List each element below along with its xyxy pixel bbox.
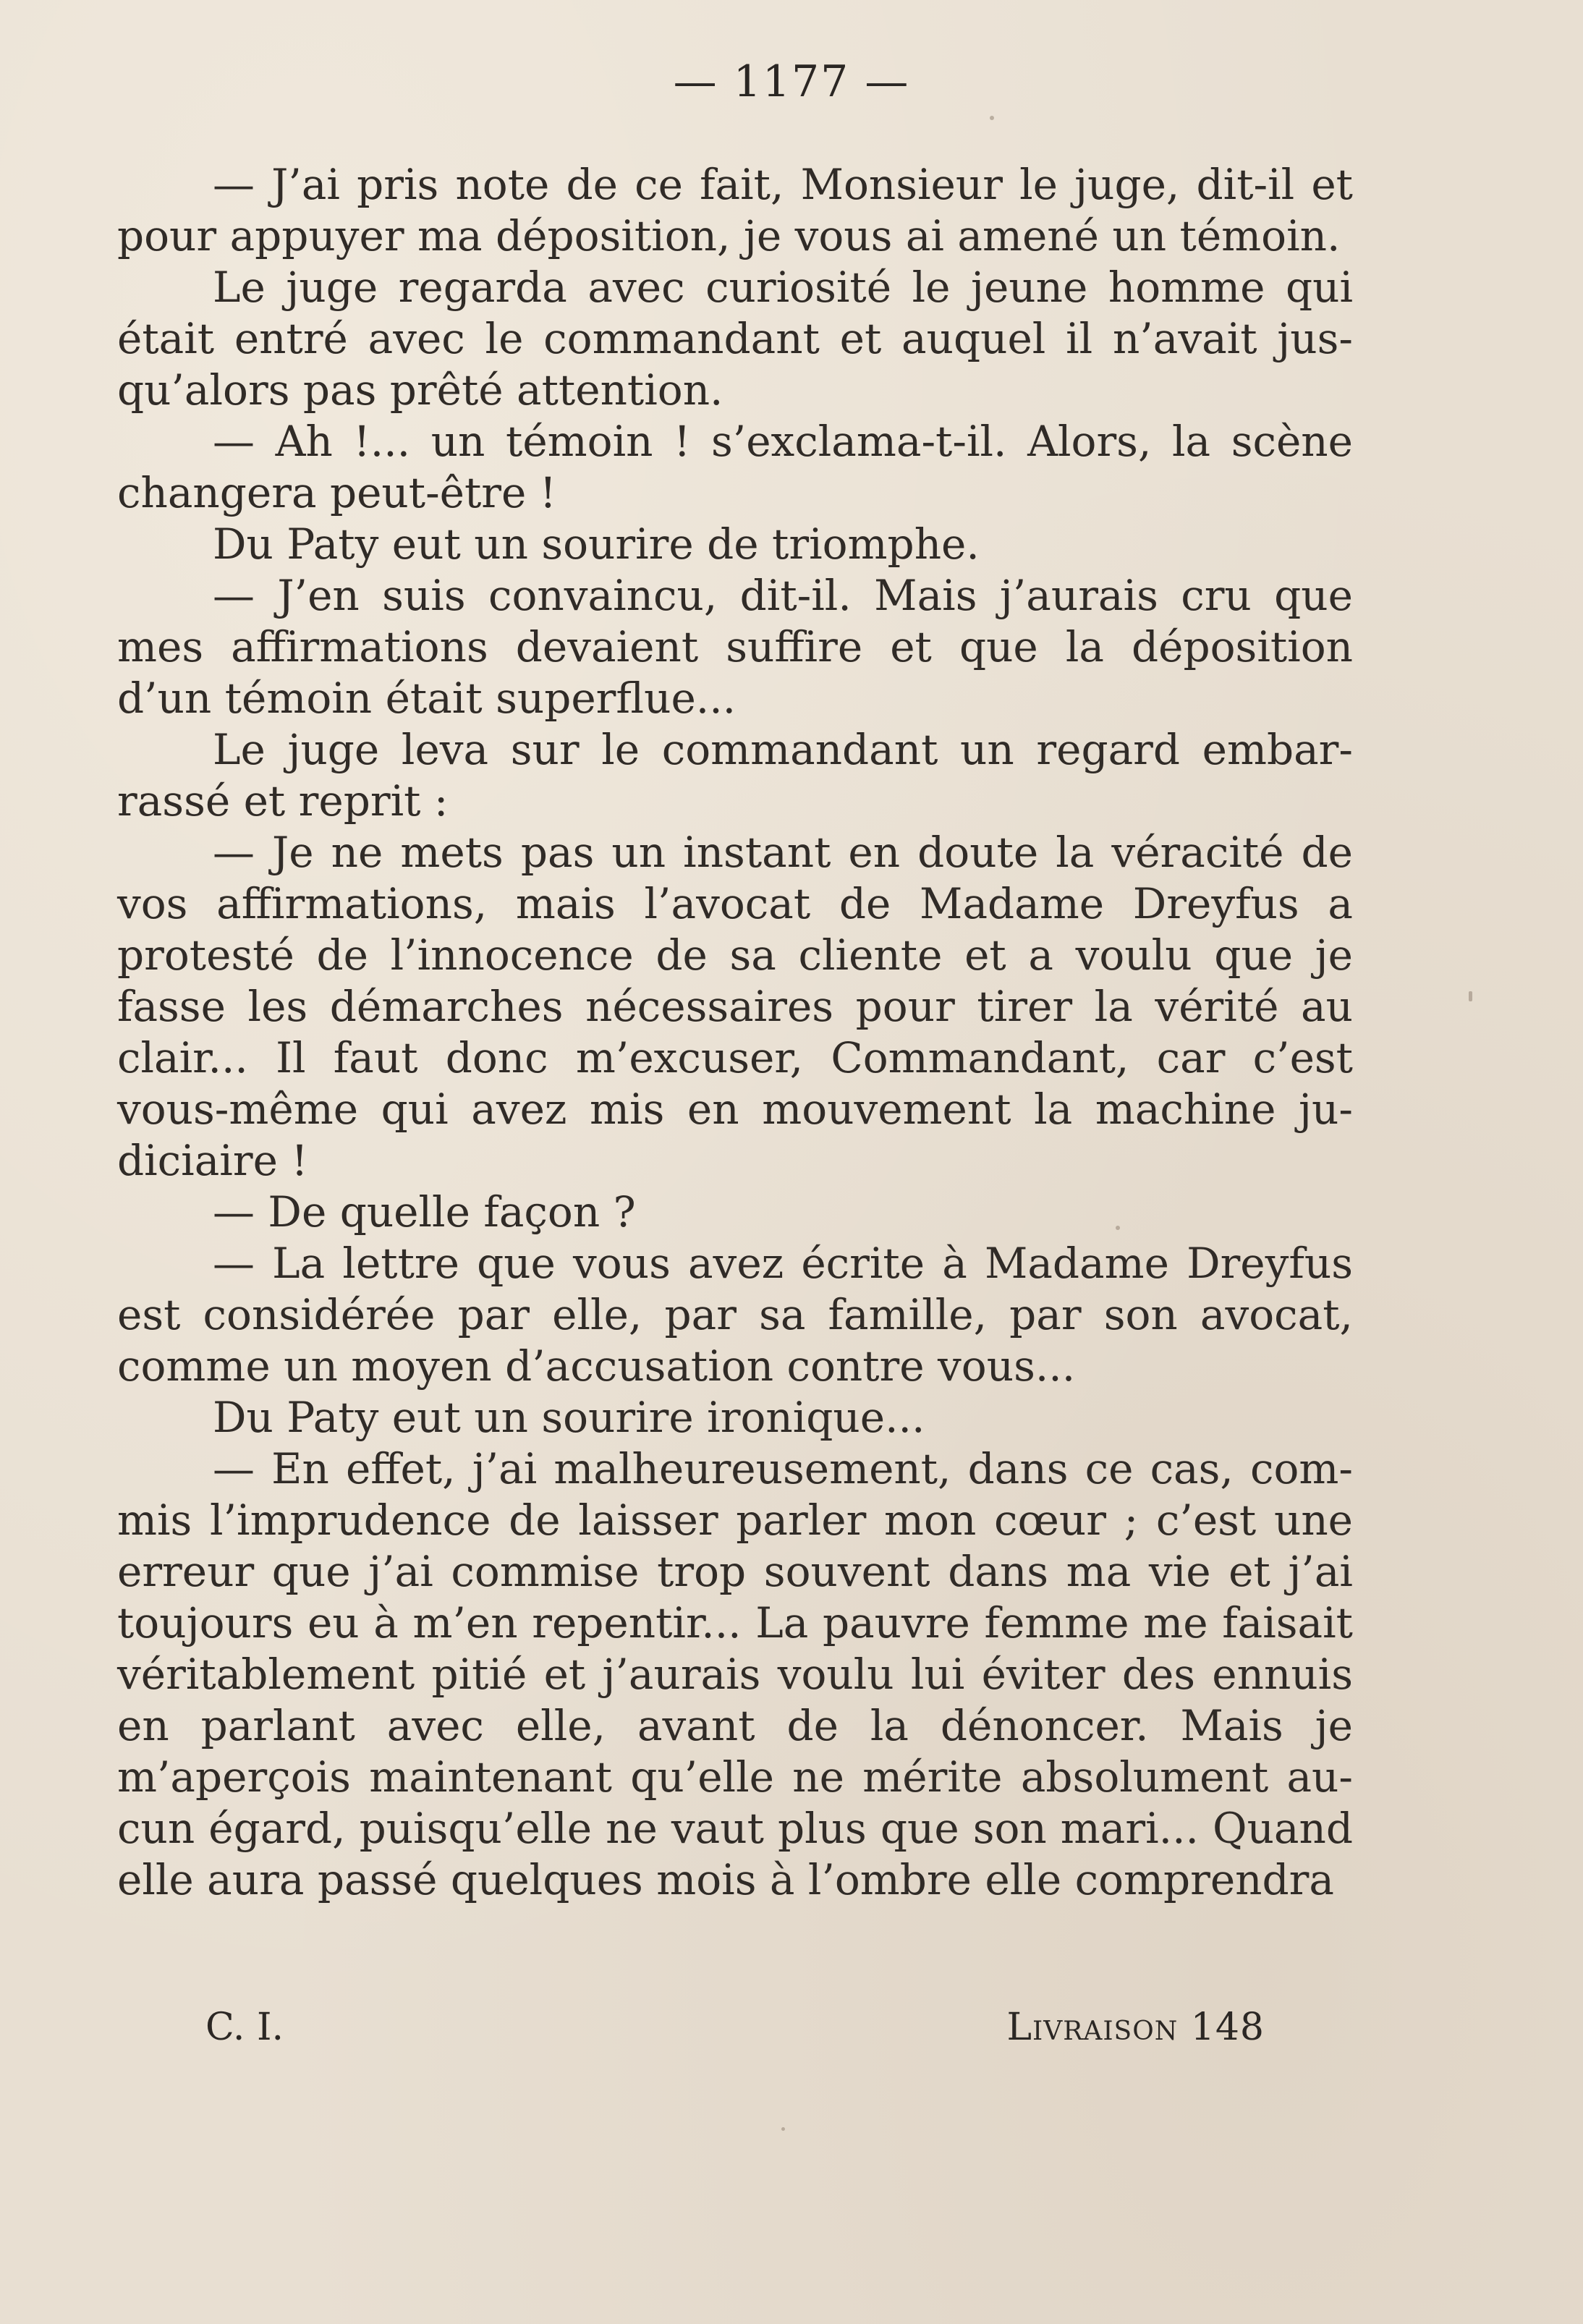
paragraph-10: Du Paty eut un sourire ironique... [213,1393,925,1442]
paragraph-5: — J’en suis convaincu, dit-il. Mais j’aurais cru que mes affirmations devaient suffire et que la déposition d’un témoin était superflue... [117,571,1353,723]
page-number: — 1177 — [673,56,910,107]
footer-signature: C. I. [205,2006,284,2049]
footer-livraison: Livraison 148 [1006,2006,1265,2049]
paragraph-11: — En effet, j’ai malheureusement, dans ce cas, commis l’imprudence de laisser parler mon cœur ; c’est une erreur que j’ai commise trop souvent dans ma vie et j’ai toujours eu à m’en repentir... La pauvre femme me faisait véritablement pitié et j’aurais voulu lui éviter des ennuis en parlant avec elle, avant de la dénoncer. Mais je m’aperçois maintenant qu’elle ne mérite absolument aucun égard, puisqu’elle ne vaut plus que son mari... Quand elle aura passé quelques mois à l’ombre elle comprendra [117,1444,1353,1904]
paper-speck [1116,1226,1120,1230]
body-text [117,159,1353,1906]
paper-speck [990,116,994,120]
paragraph-8: — De quelle façon ? [213,1187,636,1237]
paper-speck [1469,991,1472,1001]
paragraph-9: — La lettre que vous avez écrite à Madame Dreyfus est considérée par elle, par sa famille, par son avocat, comme un moyen d’accusation contre vous... [117,1239,1353,1391]
paper-speck [781,2127,785,2131]
paragraph-4: Du Paty eut un sourire de triomphe. [213,519,980,569]
paragraph-1: — J’ai pris note de ce fait, Monsieur le juge, dit-il et pour appuyer ma déposition, je vous ai amené un témoin. [117,160,1353,260]
paragraph-6: Le juge leva sur le commandant un regard embarrassé et reprit : [117,725,1353,826]
paragraph-3: — Ah !... un témoin ! s’exclama-t-il. Alors, la scène changera peut-être ! [117,417,1353,517]
paragraph-7: — Je ne mets pas un instant en doute la véracité de vos affirmations, mais l’avocat de Madame Dreyfus a protesté de l’innocence de sa cliente et a voulu que je fasse les démarches nécessaires pour tirer la vérité au clair... Il faut donc m’excuser, Commandant, car c’est vous-même qui avez mis en mouvement la machine judiciaire ! [117,828,1353,1185]
paragraph-2: Le juge regarda avec curiosité le jeune homme qui était entré avec le commandant et auquel il n’avait jusqu’alors pas prêté attention. [117,263,1353,415]
